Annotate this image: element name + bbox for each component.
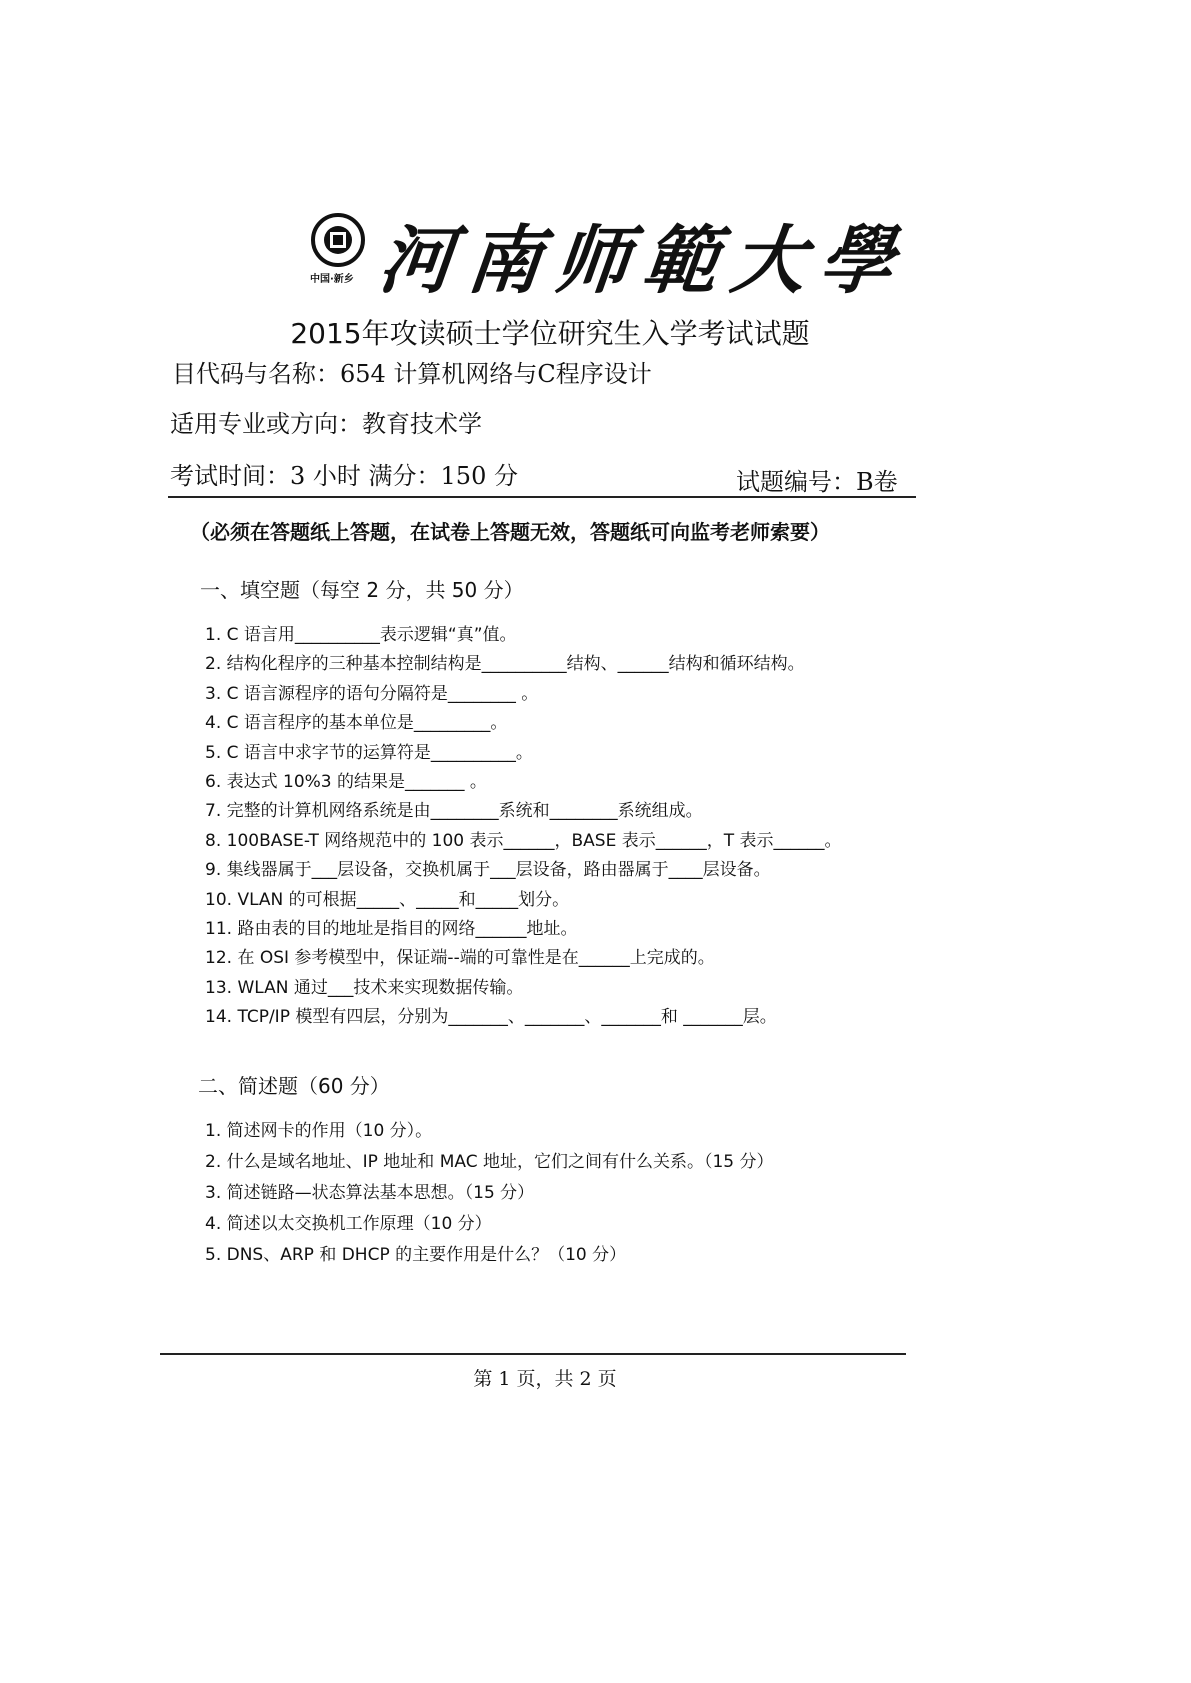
question-item: 11. 路由表的目的地址是指目的网络______地址。	[205, 919, 578, 939]
time-score-line: 考试时间：3 小时 满分：150 分	[170, 462, 518, 490]
question-item: 1. 简述网卡的作用（10 分）。	[205, 1121, 433, 1141]
header-divider	[168, 496, 916, 498]
question-item: 2. 结构化程序的三种基本控制结构是__________结构、______结构和循环结构。	[205, 654, 805, 675]
answer-notice: （必须在答题纸上答题，在试卷上答题无效，答题纸可向监考老师索要）	[190, 520, 830, 544]
question-item: 13. WLAN 通过___技术来实现数据传输。	[205, 977, 524, 998]
question-item: 3. 简述链路—状态算法基本思想。（15 分）	[205, 1183, 535, 1203]
question-item: 6. 表达式 10%3 的结果是_______ 。	[205, 772, 487, 792]
university-seal-icon	[310, 212, 366, 268]
section2-heading: 二、简述题（60 分）	[198, 1074, 390, 1098]
question-item: 8. 100BASE-T 网络规范中的 100 表示______，BASE 表示______，T 表示______。	[205, 830, 842, 851]
question-item: 5. DNS、ARP 和 DHCP 的主要作用是什么？（10 分）	[205, 1245, 627, 1265]
university-name-calligraphy: 河南师範大學	[374, 218, 912, 304]
paper-id: 试题编号：B卷	[736, 468, 898, 496]
question-item: 10. VLAN 的可根据_____、_____和_____划分。	[205, 889, 570, 910]
university-logo	[310, 208, 912, 308]
question-item: 5. C 语言中求字节的运算符是__________。	[205, 742, 533, 763]
question-item: 4. 简述以太交换机工作原理（10 分）	[205, 1214, 492, 1234]
question-item: 2. 什么是域名地址、IP 地址和 MAC 地址，它们之间有什么关系。（15 分）	[205, 1152, 774, 1172]
page-number: 第 1 页，共 2 页	[473, 1368, 617, 1390]
question-item: 9. 集线器属于___层设备，交换机属于___层设备，路由器属于____层设备。	[205, 860, 771, 881]
question-item: 3. C 语言源程序的语句分隔符是________ 。	[205, 683, 539, 704]
question-item: 7. 完整的计算机网络系统是由________系统和________系统组成。	[205, 801, 703, 822]
question-item: 1. C 语言用__________表示逻辑“真”值。	[205, 625, 517, 645]
footer-divider	[160, 1353, 906, 1355]
subject-line: 目代码与名称：654 计算机网络与C程序设计	[172, 360, 652, 388]
question-item: 4. C 语言程序的基本单位是_________。	[205, 713, 508, 734]
question-item: 12. 在 OSI 参考模型中，保证端--端的可靠性是在______上完成的。	[205, 948, 715, 969]
seal-caption: 中国·新乡	[310, 274, 354, 285]
section1-heading: 一、填空题（每空 2 分，共 50 分）	[200, 578, 524, 602]
question-item: 14. TCP/IP 模型有四层，分别为_______、_______、_______和 _______层。	[205, 1007, 777, 1028]
major-line: 适用专业或方向：教育技术学	[170, 410, 482, 438]
exam-title: 2015年攻读硕士学位研究生入学考试试题	[290, 317, 810, 350]
